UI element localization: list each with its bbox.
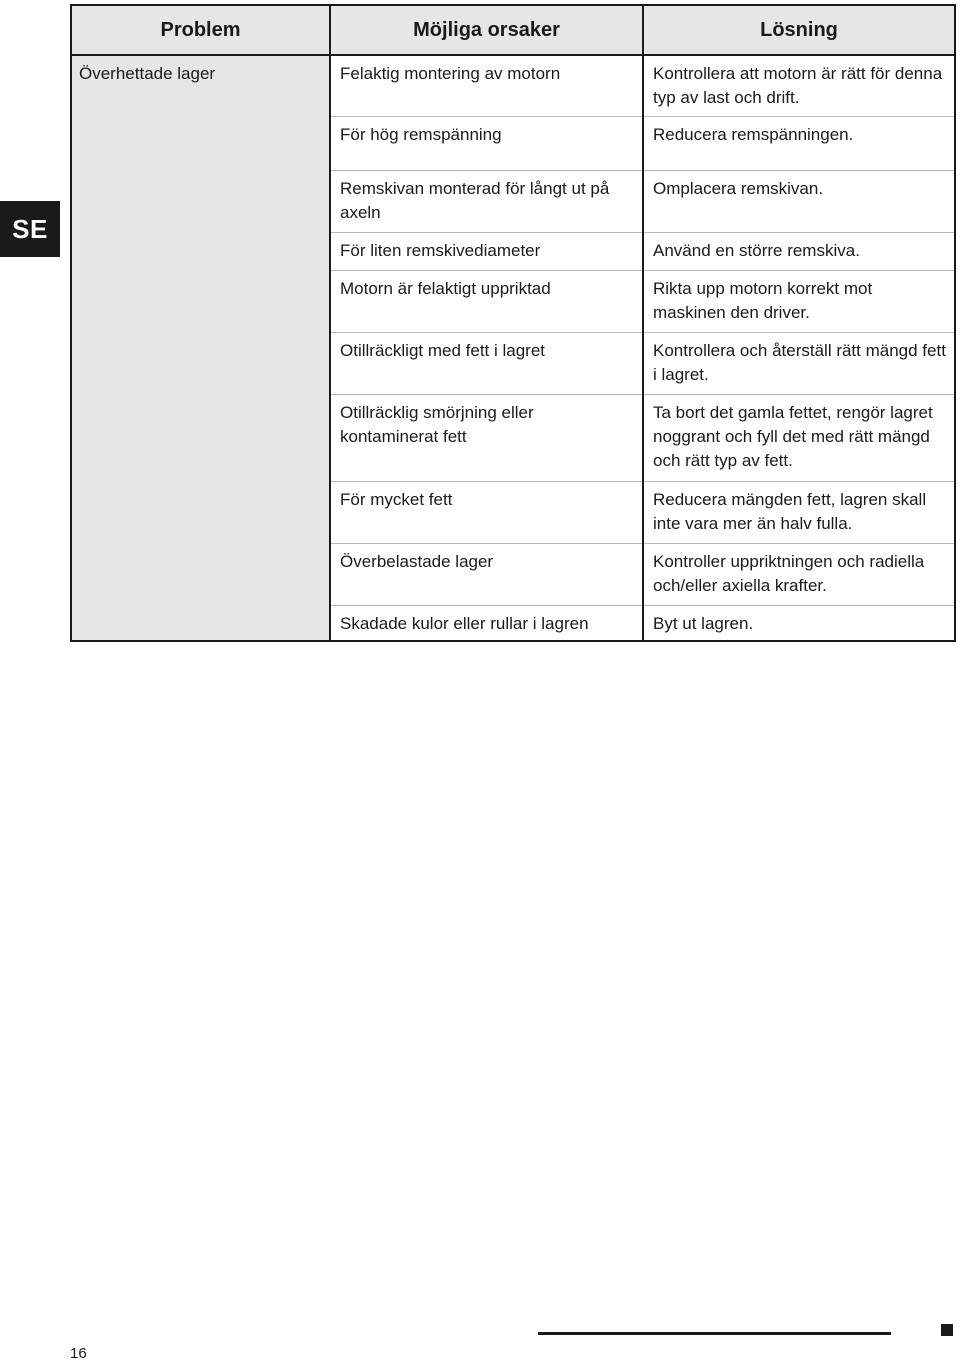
- page-number: 16: [70, 1345, 87, 1362]
- header-causes: Möjliga orsaker: [413, 18, 560, 41]
- column-divider: [642, 6, 644, 640]
- cause-cell: Skadade kulor eller rullar i lagren: [340, 614, 589, 633]
- column-divider: [329, 6, 331, 640]
- header-problem: Problem: [160, 18, 241, 41]
- footer-rule: [538, 1332, 891, 1335]
- solution-cell: Reducera mängden fett, lagren skall inte vara mer än halv fulla.: [653, 490, 927, 533]
- solution-cell: Reducera remspänningen.: [653, 125, 854, 144]
- problem-column: [72, 56, 329, 640]
- language-tab: SE: [0, 201, 60, 257]
- header-solution: Lösning: [760, 18, 838, 41]
- cause-cell: Felaktig montering av motorn: [340, 64, 561, 83]
- cause-cell: För hög remspänning: [340, 125, 502, 144]
- footer-square-icon: [941, 1324, 953, 1336]
- cause-cell: Överbelastade lager: [340, 552, 494, 571]
- solution-cell: Kontrollera och återställ rätt mängd fett i lagret.: [653, 341, 946, 384]
- table-header: [72, 6, 954, 56]
- cause-cell: Motorn är felaktigt uppriktad: [340, 279, 551, 298]
- cause-cell: Remskivan monterad för långt ut på axeln: [340, 179, 610, 222]
- cause-cell: För liten remskivediameter: [340, 241, 541, 260]
- solution-cell: Kontroller uppriktningen och radiella och/eller axiella krafter.: [653, 552, 925, 595]
- troubleshooting-table: [70, 4, 956, 642]
- cause-cell: Otillräcklig smörjning eller kontaminerat fett: [340, 403, 534, 446]
- cause-cell: Otillräckligt med fett i lagret: [340, 341, 546, 360]
- solution-cell: Kontrollera att motorn är rätt för denna typ av last och drift.: [653, 64, 943, 107]
- solution-cell: Omplacera remskivan.: [653, 179, 824, 198]
- cause-cell: För mycket fett: [340, 490, 453, 509]
- solution-cell: Rikta upp motorn korrekt mot maskinen den driver.: [653, 279, 873, 322]
- solution-cell: Byt ut lagren.: [653, 614, 754, 633]
- solution-cell: Använd en större remskiva.: [653, 241, 860, 260]
- solution-cell: Ta bort det gamla fettet, rengör lagret noggrant och fyll det med rätt mängd och rätt typ av fett.: [653, 403, 933, 470]
- problem-label: Överhettade lager: [79, 64, 216, 83]
